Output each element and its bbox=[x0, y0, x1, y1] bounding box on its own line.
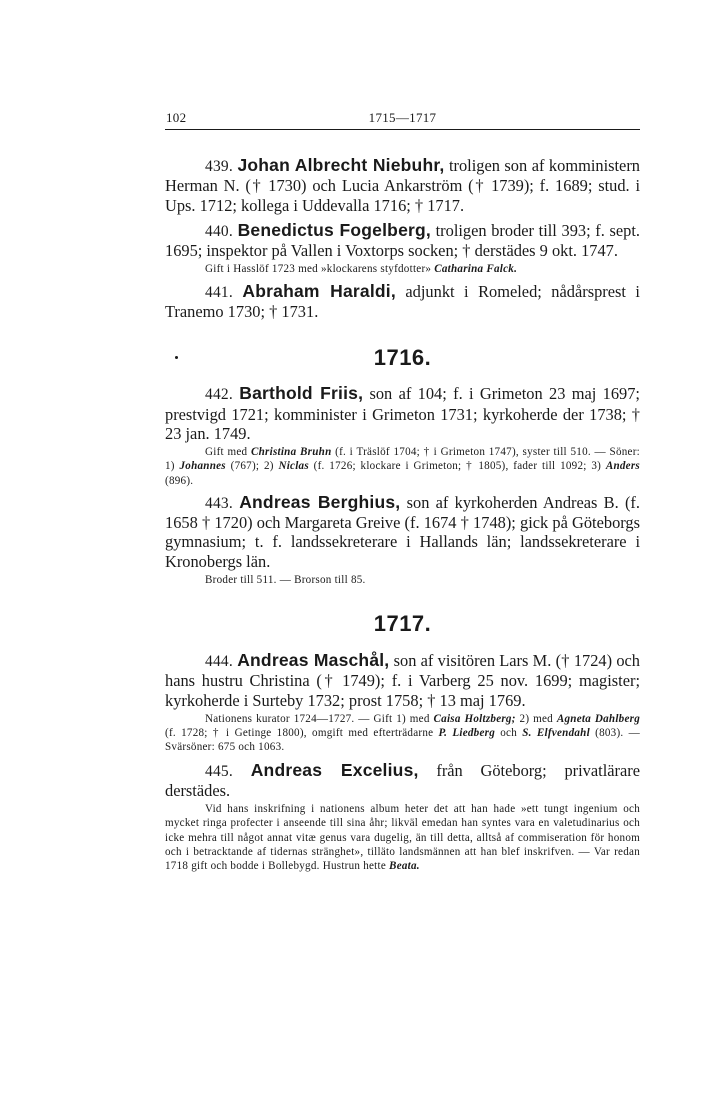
page-number: 102 bbox=[166, 110, 187, 125]
year-heading-1716: 1716. bbox=[165, 345, 640, 371]
entry-name: Barthold Friis, bbox=[239, 383, 364, 404]
running-head bbox=[165, 108, 640, 128]
entry-440 bbox=[165, 221, 640, 261]
entry-name: Andreas Maschål, bbox=[237, 650, 390, 671]
entry-note-442: Gift med Christina Bruhn (f. i Träslöf 1704; † i Grimeton 1747), syster till 510. — Söner: 1) Johannes (767); 2) Niclas (f. 1726; klockare i Grimeton; † 1805), fader till 1092; 3) Anders (896). bbox=[165, 446, 640, 487]
entry-number: 439. bbox=[205, 158, 233, 175]
entry-text: troligen son af komministern Herman N. († 1730) och Lucia Ankarström († 1739); f. 1689; stud. i Ups. 1712; kollega i Uddevalla 1716; † 1717. bbox=[165, 156, 640, 215]
entry-name: Benedictus Fogelberg, bbox=[237, 219, 431, 240]
entry-number: 442. bbox=[205, 386, 233, 404]
entry-text: son af kyrkoherden Andreas B. (f. 1658 † 1720) och Margareta Greive (f. 1674 † 1748); gick på Göteborgs gymnasium; t. f. landssekreterare i Hallands län; landssekreterare i Kronobergs län. bbox=[165, 492, 640, 571]
entry-text: troligen broder till 393; f. sept. 1695; inspektor på Vallen i Voxtorps socken; † derstädes 9 okt. 1747. bbox=[165, 220, 640, 261]
entry-note-444: Nationens kurator 1724—1727. — Gift 1) med Caisa Holtzberg; 2) med Agneta Dahlberg (f. 1728; † i Getinge 1800), omgift med efterträdarne P. Liedberg och S. Elfvendahl (803). — Svärsöner: 675 och 1063. bbox=[165, 713, 640, 754]
entry-445 bbox=[165, 761, 640, 801]
entry-number: 440. bbox=[205, 222, 233, 240]
entry-name: Abraham Haraldi, bbox=[242, 280, 396, 301]
stray-dot bbox=[175, 356, 178, 359]
book-page bbox=[165, 108, 640, 873]
entry-text: adjunkt i Romeled; nådårsprest i Tranemo 1730; † 1731. bbox=[165, 281, 640, 321]
entry-441 bbox=[165, 282, 640, 322]
entry-text: son af 104; f. i Grimeton 23 maj 1697; prestvigd 1721; komminister i Grimeton 1731; kyrkoherde der 1738; † 23 jan. 1749. bbox=[165, 384, 640, 443]
entry-name: Andreas Berghius, bbox=[239, 491, 401, 512]
header-rule bbox=[165, 129, 640, 130]
entry-442 bbox=[165, 384, 640, 443]
page-content bbox=[165, 156, 640, 873]
entry-444 bbox=[165, 651, 640, 710]
entry-439 bbox=[165, 156, 640, 215]
entry-number: 441. bbox=[205, 283, 233, 301]
entry-name: Johan Albrecht Niebuhr, bbox=[237, 155, 445, 175]
entry-name: Andreas Excelius, bbox=[250, 759, 419, 780]
entry-number: 443. bbox=[205, 494, 233, 512]
entry-443 bbox=[165, 493, 640, 571]
entry-text: son af visitören Lars M. († 1724) och hans hustru Christina († 1749); f. i Varberg 25 nov. 1699; magister; kyrkoherde i Surteby 1732; prost 1758; † 13 maj 1769. bbox=[165, 651, 640, 710]
entry-number: 445. bbox=[205, 762, 233, 780]
year-heading-1717: 1717. bbox=[373, 611, 432, 637]
entry-note-443: Broder till 511. — Brorson till 85. bbox=[205, 573, 366, 586]
entry-text: från Göteborg; privatlärare derstädes. bbox=[165, 760, 640, 800]
entry-note-445: Vid hans inskrifning i nationens album heter det att han hade »ett tungt ingenium och mycket ringa profecter i anseende till sina åhr; likväl emedan han syntes vara en valetudinarius och icke mehra till något annat vitæ genus vara dugelig, än till detta, alltså af commiseration för honom och i betracktande af tidernas stränghet», tilläto landsmännen att han blef inskrifven. — Var redan 1718 gift och bodde i Bollebygd. Hustrun hette Beata. bbox=[165, 803, 640, 873]
entry-number: 444. bbox=[205, 653, 233, 671]
entry-note-440: Gift i Hasslöf 1723 med »klockarens styfdotter» Catharina Falck. bbox=[205, 263, 518, 276]
running-head-years: 1715—1717 bbox=[368, 110, 437, 125]
